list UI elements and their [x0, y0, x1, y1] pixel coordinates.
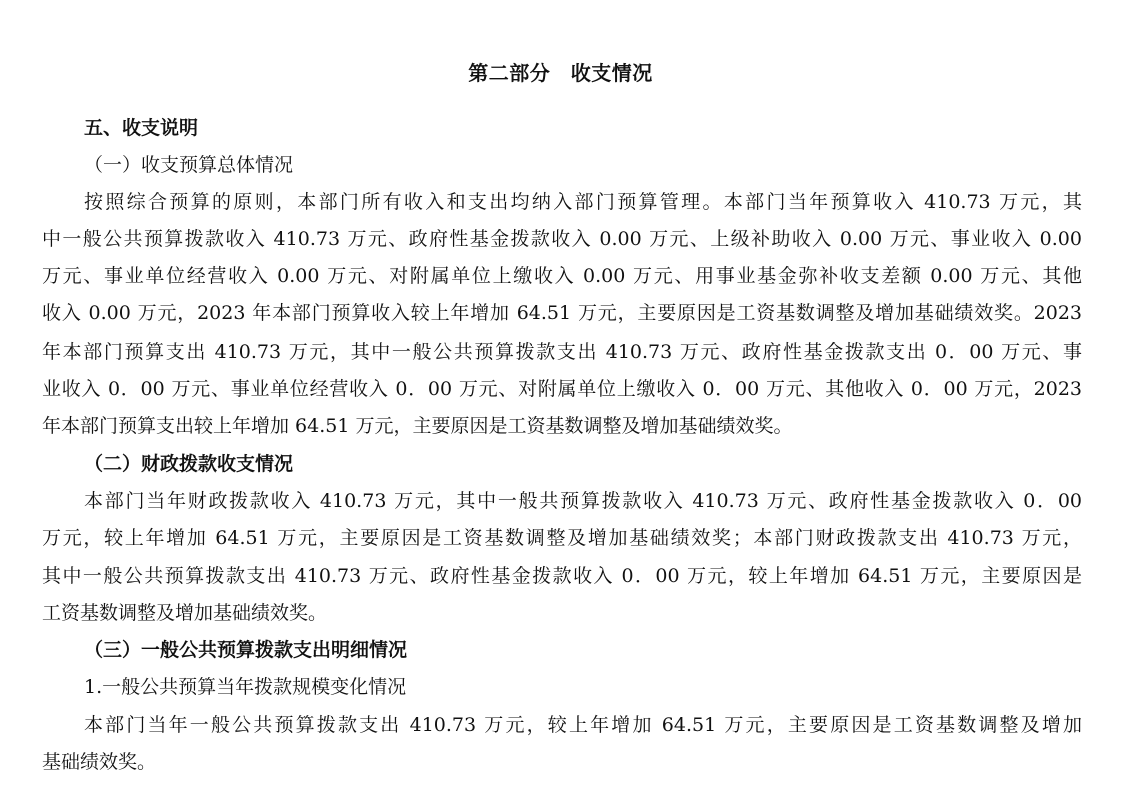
- paragraph-line: 收入 0.00 万元，2023 年本部门预算收入较上年增加 64.51 万元，主要原因是工资基数调整及增加基础绩效奖。2023: [42, 302, 1082, 324]
- paragraph-line: 年本部门预算支出 410.73 万元，其中一般公共预算拨款支出 410.73 万元、政府性基金拨款支出 0．00 万元、事: [42, 341, 1082, 363]
- subsection-heading-3: （三）一般公共预算拨款支出明细情况: [84, 639, 408, 661]
- paragraph-line: 其中一般公共预算拨款支出 410.73 万元、政府性基金拨款收入 0．00 万元，较上年增加 64.51 万元，主要原因是: [42, 565, 1082, 587]
- paragraph-line: 中一般公共预算拨款收入 410.73 万元、政府性基金拨款收入 0.00 万元、上级补助收入 0.00 万元、事业收入 0.00: [42, 228, 1082, 250]
- paragraph-line: 业收入 0．00 万元、事业单位经营收入 0．00 万元、对附属单位上缴收入 0．00 万元、其他收入 0．00 万元，2023: [42, 378, 1082, 400]
- paragraph-line: 本部门当年一般公共预算拨款支出 410.73 万元，较上年增加 64.51 万元，主要原因是工资基数调整及增加: [84, 714, 1082, 736]
- paragraph-line: 工资基数调整及增加基础绩效奖。: [42, 602, 328, 624]
- page-title: 第二部分 收支情况: [468, 61, 653, 85]
- paragraph-line: 万元、事业单位经营收入 0.00 万元、对附属单位上缴收入 0.00 万元、用事业基金弥补收支差额 0.00 万元、其他: [42, 265, 1082, 287]
- item-heading-1: 1.一般公共预算当年拨款规模变化情况: [84, 676, 407, 698]
- paragraph-line: 按照综合预算的原则，本部门所有收入和支出均纳入部门预算管理。本部门当年预算收入 410.73 万元，其: [84, 191, 1082, 213]
- subsection-heading-2: （二）财政拨款收支情况: [84, 453, 294, 475]
- paragraph-line: 万元，较上年增加 64.51 万元，主要原因是工资基数调整及增加基础绩效奖；本部门财政拨款支出 410.73 万元，: [42, 527, 1082, 549]
- paragraph-line: 本部门当年财政拨款收入 410.73 万元，其中一般共预算拨款收入 410.73 万元、政府性基金拨款收入 0．00: [84, 490, 1082, 512]
- paragraph-line: 年本部门预算支出较上年增加 64.51 万元，主要原因是工资基数调整及增加基础绩效奖。: [42, 415, 793, 437]
- section-heading: 五、收支说明: [84, 117, 199, 139]
- paragraph-line: 基础绩效奖。: [42, 751, 157, 773]
- subsection-heading-1: （一）收支预算总体情况: [84, 154, 294, 176]
